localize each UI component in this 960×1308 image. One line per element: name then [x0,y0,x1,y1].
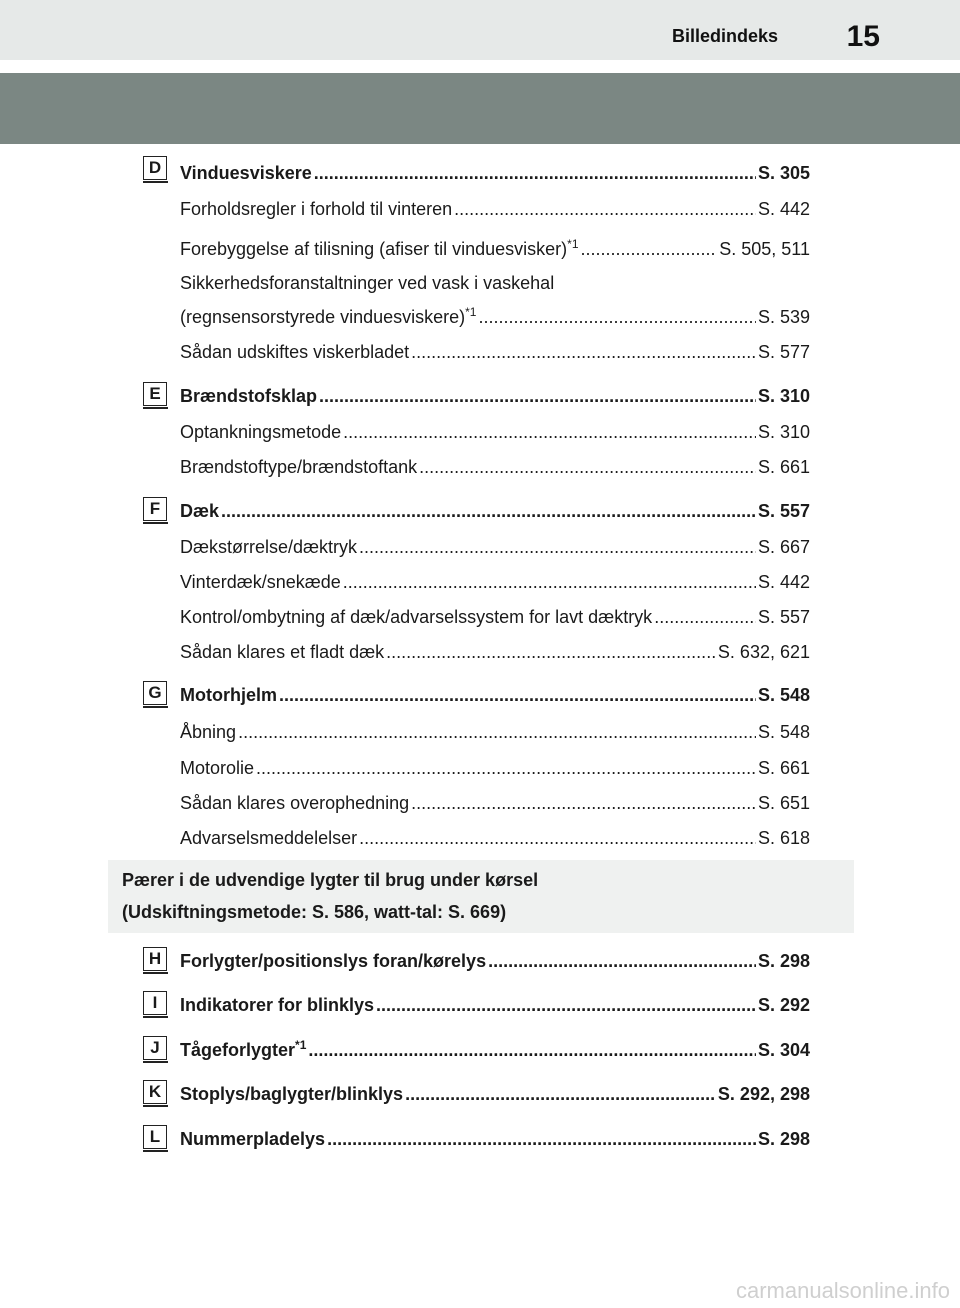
letter-marker-j: J [143,1036,167,1060]
index-entry-main[interactable] [180,992,810,1016]
letter-marker-k: K [143,1080,167,1104]
entry-page-ref[interactable]: S. 304 [757,1040,810,1060]
entry-label: Stoplys/baglygter/blinklys [180,1084,404,1104]
index-entry-sub[interactable] [180,604,810,628]
index-entry-sub[interactable] [180,719,810,743]
entry-label: Dæk [180,501,220,521]
leader-dots [221,500,756,522]
entry-page-ref[interactable]: S. 539 [757,307,810,327]
entry-page-ref[interactable]: S. 557 [757,607,810,627]
index-entry-sub[interactable] [180,236,810,260]
letter-marker-underline [143,407,168,409]
entry-page-ref[interactable]: S. 667 [757,537,810,557]
letter-marker-underline [143,522,168,524]
index-entry-sub[interactable] [180,454,810,478]
letter-marker-d: D [143,156,167,180]
leader-dots [319,385,756,407]
index-entry-sub[interactable] [180,304,810,328]
entry-label: Vinduesviskere [180,163,312,183]
entry-page-ref[interactable]: S. 632, 621 [717,642,810,662]
letter-marker-underline [143,972,168,974]
leader-dots [359,827,756,849]
leader-dots [343,421,756,443]
entry-label: Sådan klares et fladt dæk [180,642,385,662]
footnote-marker: *1 [295,1038,307,1052]
index-entry-sub[interactable] [180,790,810,814]
leader-dots [279,684,756,706]
index-entry-sub[interactable] [180,639,810,663]
leader-dots [376,994,756,1016]
entry-label: Nummerpladelys [180,1129,326,1149]
entry-label: Advarselsmeddelelser [180,828,358,848]
entry-page-ref[interactable]: S. 298 [757,1129,810,1149]
entry-page-ref[interactable]: S. 557 [757,501,810,521]
index-entry-main[interactable] [180,1037,810,1061]
index-entry-sub[interactable] [180,569,810,593]
entry-page-ref[interactable]: S. 292 [757,995,810,1015]
leader-dots [654,606,756,628]
entry-page-ref[interactable]: S. 310 [757,422,810,442]
entry-label: (regnsensorstyrede vinduesviskere)$^{*1}$ [180,305,477,327]
entry-page-ref[interactable]: S. 651 [757,793,810,813]
entry-label: Motorolie [180,758,255,778]
index-entry-sub[interactable] [180,196,810,220]
entry-label: Sådan udskiftes viskerbladet [180,342,410,362]
leader-dots [488,950,756,972]
index-entry-main[interactable] [180,1081,810,1105]
page-number: 15 [846,20,880,53]
header-strip [0,0,960,60]
index-entry-sub[interactable] [180,534,810,558]
index-entry-main[interactable] [180,160,810,184]
entry-page-ref[interactable]: S. 661 [757,758,810,778]
entry-label: Indikatorer for blinklys [180,995,375,1015]
index-entry-sub[interactable] [180,419,810,443]
entry-label: Forebyggelse af tilisning (afiser til vinduesvisker)$^{*1}$ [180,237,579,259]
leader-dots [314,162,756,184]
leader-dots [411,792,756,814]
leader-dots [478,306,755,328]
index-entry-sub[interactable] [180,755,810,779]
entry-label-line: Sikkerhedsforanstaltninger ved vask i vaskehal [180,273,555,293]
section-title: Billedindeks [671,26,778,46]
index-entry-main[interactable] [180,682,810,706]
letter-marker-g: G [143,681,167,705]
letter-marker-f: F [143,497,167,521]
entry-page-ref[interactable]: S. 577 [757,342,810,362]
letter-marker-l: L [143,1125,167,1149]
entry-label: Forlygter/positionslys foran/kørelys [180,951,487,971]
index-entry-sub[interactable] [180,339,810,363]
letter-marker-underline [143,1105,168,1107]
letter-marker-underline [143,1016,168,1018]
letter-marker-i: I [143,991,167,1015]
entry-label: Optankningsmetode [180,422,342,442]
info-box [108,860,854,933]
leader-dots [256,757,756,779]
footnote-marker: *1 [465,305,477,319]
letter-marker-e: E [143,382,167,406]
leader-dots [308,1039,756,1061]
entry-label: Forholdsregler i forhold til vinteren [180,199,453,219]
letter-marker-underline [143,1061,168,1063]
index-entry-main[interactable] [180,1126,810,1150]
entry-page-ref[interactable]: S. 310 [757,386,810,406]
entry-label: Tågeforlygter$^{*1}$ [180,1038,307,1060]
leader-dots [454,198,756,220]
leader-dots [581,238,718,260]
entry-label: Åbning [180,722,237,742]
letter-marker-underline [143,706,168,708]
entry-label: Motorhjelm [180,685,277,705]
letter-marker-underline [143,1150,168,1152]
leader-dots [386,641,716,663]
leader-dots [238,721,756,743]
index-entry-sub[interactable] [180,825,810,849]
letter-marker-h: H [143,947,167,971]
entry-page-ref[interactable]: S. 298 [757,951,810,971]
leader-dots [419,456,756,478]
entry-page-ref[interactable]: S. 505, 511 [719,239,810,259]
leader-dots [359,536,756,558]
index-entry-main[interactable] [180,498,810,522]
entry-page-ref[interactable]: S. 661 [757,457,810,477]
leader-dots [343,571,756,593]
entry-page-ref[interactable]: S. 305 [757,163,810,183]
watermark: carmanualsonline.info [735,1278,950,1303]
entry-page-ref[interactable]: S. 548 [757,685,810,705]
index-entry-main[interactable] [180,948,810,972]
entry-page-ref[interactable]: S. 442 [757,199,810,219]
entry-label: Vinterdæk/snekæde [180,572,341,592]
entry-label: Sådan klares overophedning [180,793,410,813]
entry-page-ref[interactable]: S. 548 [757,722,810,742]
letter-marker-underline [143,181,168,183]
info-box-title: Pærer i de udvendige lygter til brug under kørsel [122,870,539,890]
entry-label: Kontrol/ombytning af dæk/advarselssystem for lavt dæktryk [180,607,653,627]
leader-dots [327,1128,756,1150]
leader-dots [405,1083,716,1105]
index-entry-main[interactable] [180,383,810,407]
entry-label: Dækstørrelse/dæktryk [180,537,358,557]
entry-page-ref[interactable]: S. 292, 298 [717,1084,810,1104]
footnote-marker: *1 [567,237,579,251]
entry-label: Brændstofsklap [180,386,318,406]
entry-label: Brændstoftype/brændstoftank [180,457,418,477]
info-box-subtitle: (Udskiftningsmetode: S. 586, watt-tal: S. 669) [122,902,507,922]
header-band [0,73,960,144]
leader-dots [411,341,756,363]
entry-page-ref[interactable]: S. 618 [757,828,810,848]
entry-page-ref[interactable]: S. 442 [757,572,810,592]
